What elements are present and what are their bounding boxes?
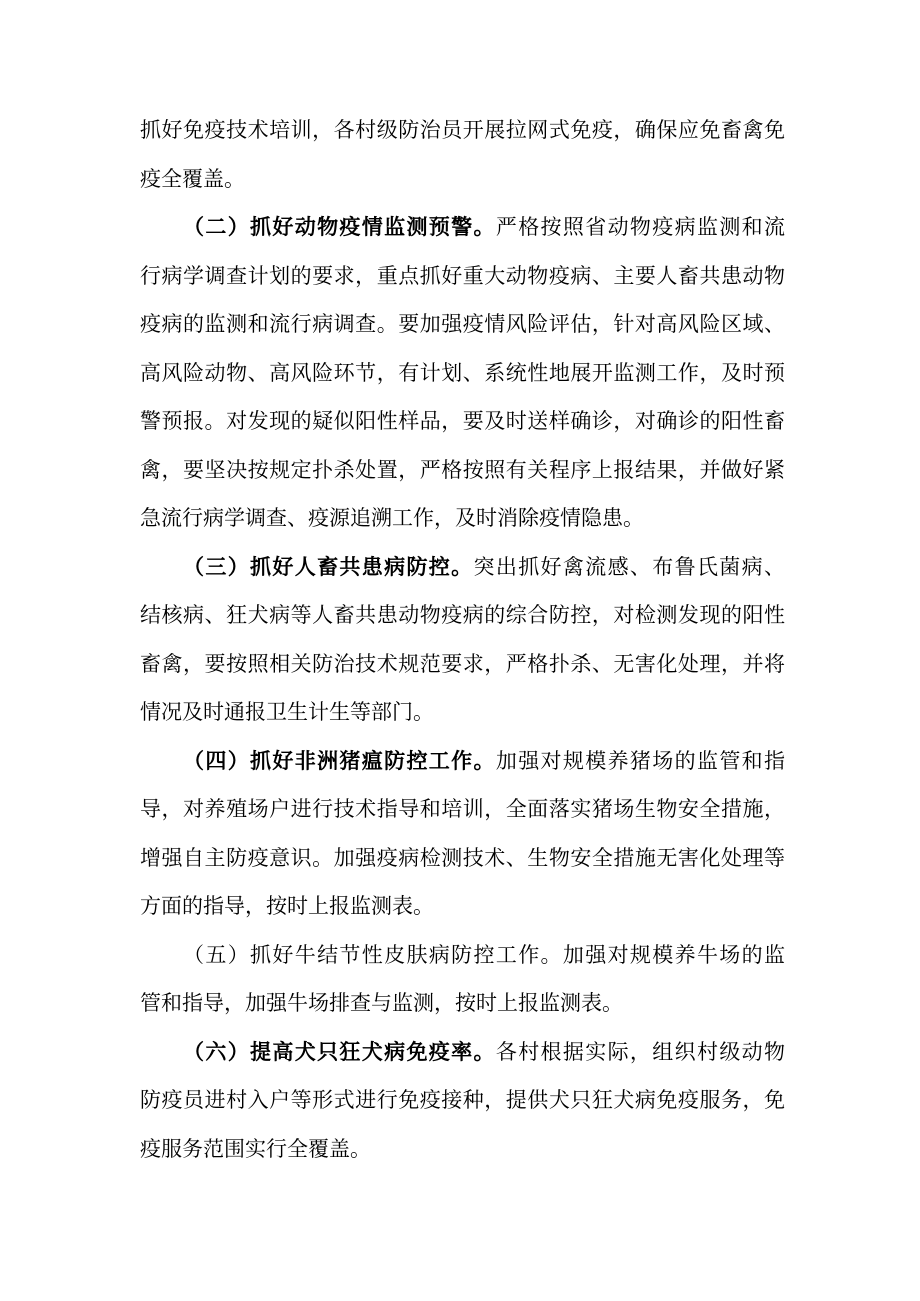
paragraph xyxy=(140,106,785,203)
line-text: 疫服务范围实行全覆盖。 xyxy=(140,1136,371,1161)
text-line xyxy=(140,640,785,689)
text-line xyxy=(140,834,785,883)
line-text: 方面的指导，按时上报监测表。 xyxy=(140,894,434,918)
paragraph xyxy=(140,543,785,737)
line-text: 高风险动物、高风险环节，有计划、系统性地展开监测工作，及时预 xyxy=(140,360,785,385)
line-text: 疫病的监测和流行病调查。要加强疫情风险评估，针对高风险区域、 xyxy=(140,312,785,336)
line-text: 导，对养殖场户进行技术指导和培训，全面落实猪场生物安全措施， xyxy=(140,797,785,821)
line-text: 抓好免疫技术培训，各村级防治员开展拉网式免疫，确保应免畜禽免 xyxy=(140,118,785,142)
line-text: （五）抓好牛结节性皮肤病防控工作。加强对规模养牛场的监 xyxy=(183,942,785,967)
paragraph xyxy=(140,931,785,1028)
text-line xyxy=(140,688,785,737)
line-text: 警预报。对发现的疑似阳性样品，要及时送样确诊，对确诊的阳性畜 xyxy=(140,409,785,433)
text-line xyxy=(140,494,785,543)
text-line xyxy=(140,397,785,446)
text-line xyxy=(140,785,785,834)
text-line xyxy=(140,591,785,640)
line-text: 畜禽，要按照相关防治技术规范要求，严格扑杀、无害化处理，并将 xyxy=(140,651,785,676)
line-text: 严格按照省动物疫病监测和流 xyxy=(495,215,786,239)
text-line xyxy=(140,1076,785,1125)
text-line xyxy=(140,737,785,786)
line-text: 增强自主防疫意识。加强疫病检测技术、生物安全措施无害化处理等 xyxy=(140,845,785,870)
text-line xyxy=(140,446,785,495)
paragraph-heading: （三）抓好人畜共患病防控。 xyxy=(183,553,474,579)
text-line xyxy=(140,1028,785,1077)
line-text: 防疫员进村入户等形式进行免疫接种，提供犬只狂犬病免疫服务，免 xyxy=(140,1088,785,1112)
text-line xyxy=(140,252,785,301)
line-text: 情况及时通报卫生计生等部门。 xyxy=(140,700,434,724)
line-text: 禽，要坚决按规定扑杀处置，严格按照有关程序上报结果，并做好紧 xyxy=(140,457,785,482)
paragraph xyxy=(140,203,785,543)
text-line xyxy=(140,1125,785,1174)
paragraph xyxy=(140,737,785,931)
line-text: 疫全覆盖。 xyxy=(140,166,245,191)
line-text: 行病学调查计划的要求，重点抓好重大动物疫病、主要人畜共患动物 xyxy=(140,263,785,288)
text-line xyxy=(140,155,785,204)
text-line xyxy=(140,300,785,349)
paragraph xyxy=(140,1028,785,1174)
text-line xyxy=(140,543,785,592)
text-line xyxy=(140,106,785,155)
paragraph-heading: （六）提高犬只狂犬病免疫率。 xyxy=(183,1038,496,1064)
line-text: 各村根据实际，组织村级动物 xyxy=(495,1039,786,1064)
text-line xyxy=(140,203,785,252)
line-text: 管和指导，加强牛场排查与监测，按时上报监测表。 xyxy=(140,991,623,1015)
paragraph-heading: （四）抓好非洲猪瘟防控工作。 xyxy=(183,747,496,773)
line-text: 突出抓好禽流感、布鲁氏菌病、 xyxy=(473,554,785,579)
text-line xyxy=(140,349,785,398)
text-line xyxy=(140,882,785,931)
paragraph-heading: （二）抓好动物疫情监测预警。 xyxy=(183,214,496,239)
text-line xyxy=(140,931,785,980)
text-line xyxy=(140,979,785,1028)
line-text: 结核病、狂犬病等人畜共患动物疫病的综合防控，对检测发现的阳性 xyxy=(140,603,785,627)
line-text: 加强对规模养猪场的监管和指 xyxy=(495,748,786,773)
line-text: 急流行病学调查、疫源追溯工作，及时消除疫情隐患。 xyxy=(140,506,644,530)
